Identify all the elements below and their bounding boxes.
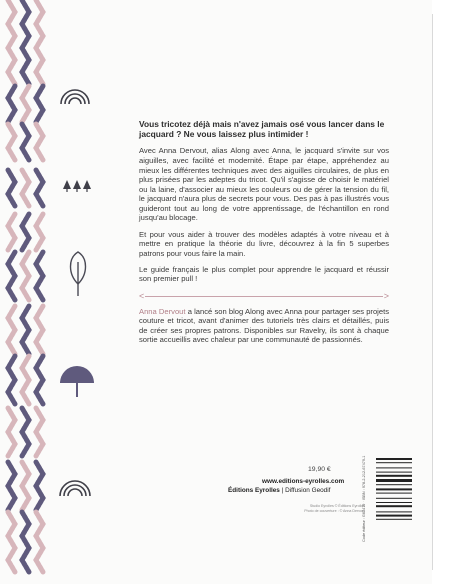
knit-zigzag-band bbox=[22, 306, 29, 354]
knit-zigzag-band bbox=[8, 0, 15, 84]
knit-zigzag-band bbox=[8, 462, 15, 510]
knit-zigzag-band bbox=[22, 86, 29, 122]
knit-zigzag-band bbox=[22, 0, 29, 84]
knit-zigzag-band bbox=[36, 86, 43, 122]
description-paragraph-2: Et pour vous aider à trouver des modèles adaptés à votre niveau et à mettre en pratique la théorie du livre, découvrez à la fin 5 superbes patrons pour vous faire la main. bbox=[139, 229, 389, 258]
knit-zigzag-band bbox=[36, 170, 43, 206]
barcode-bar bbox=[376, 472, 412, 473]
knit-zigzag-band bbox=[36, 0, 43, 84]
credits bbox=[285, 504, 365, 514]
knit-zigzag-band bbox=[8, 214, 15, 250]
barcode-bar bbox=[376, 467, 412, 468]
barcode-bar bbox=[376, 488, 412, 490]
headline: Vous tricotez déjà mais n'avez jamais osé vous lancer dans le jacquard ? Ne vous laissez plus intimider ! bbox=[139, 119, 385, 140]
knit-zigzag-band bbox=[8, 356, 15, 404]
barcode-icon bbox=[372, 456, 416, 552]
divider-left-arrow-icon: < bbox=[139, 290, 145, 301]
back-cover-text bbox=[139, 119, 389, 351]
knit-zigzag-band bbox=[22, 408, 29, 456]
price: 19,90 € bbox=[308, 466, 331, 473]
page-edge bbox=[432, 14, 433, 570]
knit-zigzag-band bbox=[36, 356, 43, 404]
knit-zigzag-band bbox=[22, 214, 29, 250]
knit-zigzag-band bbox=[8, 512, 15, 572]
knit-zigzag-band bbox=[36, 408, 43, 456]
barcode-bar bbox=[376, 484, 412, 485]
knit-zigzag-band bbox=[22, 356, 29, 404]
barcode-bar bbox=[376, 493, 412, 494]
barcode-bar bbox=[376, 511, 412, 512]
tree-icon bbox=[71, 252, 86, 296]
isbn-text: Code éditeur : G67479 · ISBN : 978-2-212-67479-1 bbox=[362, 455, 366, 542]
pine-trees-icon bbox=[63, 180, 91, 192]
rainbow-arc-icon bbox=[61, 90, 89, 104]
description-paragraph-3: Le guide français le plus complet pour apprendre le jacquard et réussir son premier pull ! bbox=[139, 264, 389, 284]
barcode-bar bbox=[376, 515, 412, 517]
knit-zigzag-band bbox=[36, 462, 43, 510]
author-bio bbox=[139, 307, 389, 345]
credits-line-2: Photo de couverture : © Anna Dervout bbox=[304, 509, 365, 513]
barcode-bar bbox=[376, 475, 412, 477]
knit-zigzag-band bbox=[22, 462, 29, 510]
barcode-bar bbox=[376, 502, 412, 503]
rainbow-arc-icon bbox=[60, 481, 90, 496]
knit-zigzag-band bbox=[8, 170, 15, 206]
knit-zigzag-band bbox=[22, 124, 29, 160]
arrow-divider bbox=[139, 291, 389, 301]
knit-zigzag-band bbox=[22, 170, 29, 206]
description-paragraph-1: Avec Anna Dervout, alias Along avec Anna, le jacquard s'invite sur vos aiguilles, avec facilité et modernité. Étape par étape, appréhendez au mieux les différentes techniques avec des aiguilles circulaires, de plus en plus prisées par les adeptes du tricot. Qu'il s'agisse de choisir le matériel ou la laine, d'associer au mieux les couleurs ou de gérer la tension du fil, le jacquard n'aura plus de secrets pour vous. Des pas à pas illustrés vous guideront tout au long de votre apprentissage, de l'échantillon en rond jusqu'au blocage. bbox=[139, 146, 389, 223]
author-bio-text: a lancé son blog Along avec Anna pour partager ses projets couture et tricot, avant d'animer des tutoriels très clairs et détaillés, puis de créer ses propres patrons. Disponibles sur Ravelry, ils sont à chaque sortie accueillis avec chaleur par une communauté de passionnés. bbox=[139, 306, 389, 345]
knit-zigzag-band bbox=[8, 86, 15, 122]
publisher-line bbox=[228, 487, 330, 494]
publisher-name: Éditions Eyrolles bbox=[228, 487, 280, 494]
knit-zigzag-band bbox=[8, 306, 15, 354]
knit-zigzag-band bbox=[8, 408, 15, 456]
knit-pattern-strip bbox=[0, 0, 112, 584]
barcode-bar bbox=[376, 498, 412, 499]
knit-zigzag-band bbox=[8, 252, 15, 300]
publisher-distribution: | Diffusion Geodif bbox=[279, 487, 331, 494]
knit-zigzag-band bbox=[36, 306, 43, 354]
barcode-bar bbox=[376, 479, 412, 482]
publisher-website: www.editions-eyrolles.com bbox=[262, 478, 345, 485]
isbn-label bbox=[360, 455, 372, 542]
author-name: Anna Dervout bbox=[139, 306, 186, 316]
divider-right-arrow-icon: > bbox=[383, 290, 389, 301]
knit-zigzag-band bbox=[36, 124, 43, 160]
barcode-bar bbox=[376, 462, 412, 463]
knit-zigzag-band bbox=[8, 124, 15, 160]
knit-zigzag-band bbox=[22, 252, 29, 300]
knit-zigzag-band bbox=[36, 512, 43, 572]
barcode-bar bbox=[376, 458, 412, 460]
knit-zigzag-band bbox=[22, 512, 29, 572]
credits-line-1: Studio Eyrolles © Éditions Eyrolles bbox=[309, 504, 365, 508]
knit-zigzag-band bbox=[36, 214, 43, 250]
round-tree-icon bbox=[60, 366, 94, 397]
barcode-bar bbox=[376, 519, 412, 520]
knit-zigzag-band bbox=[36, 252, 43, 300]
barcode-bar bbox=[376, 505, 412, 507]
